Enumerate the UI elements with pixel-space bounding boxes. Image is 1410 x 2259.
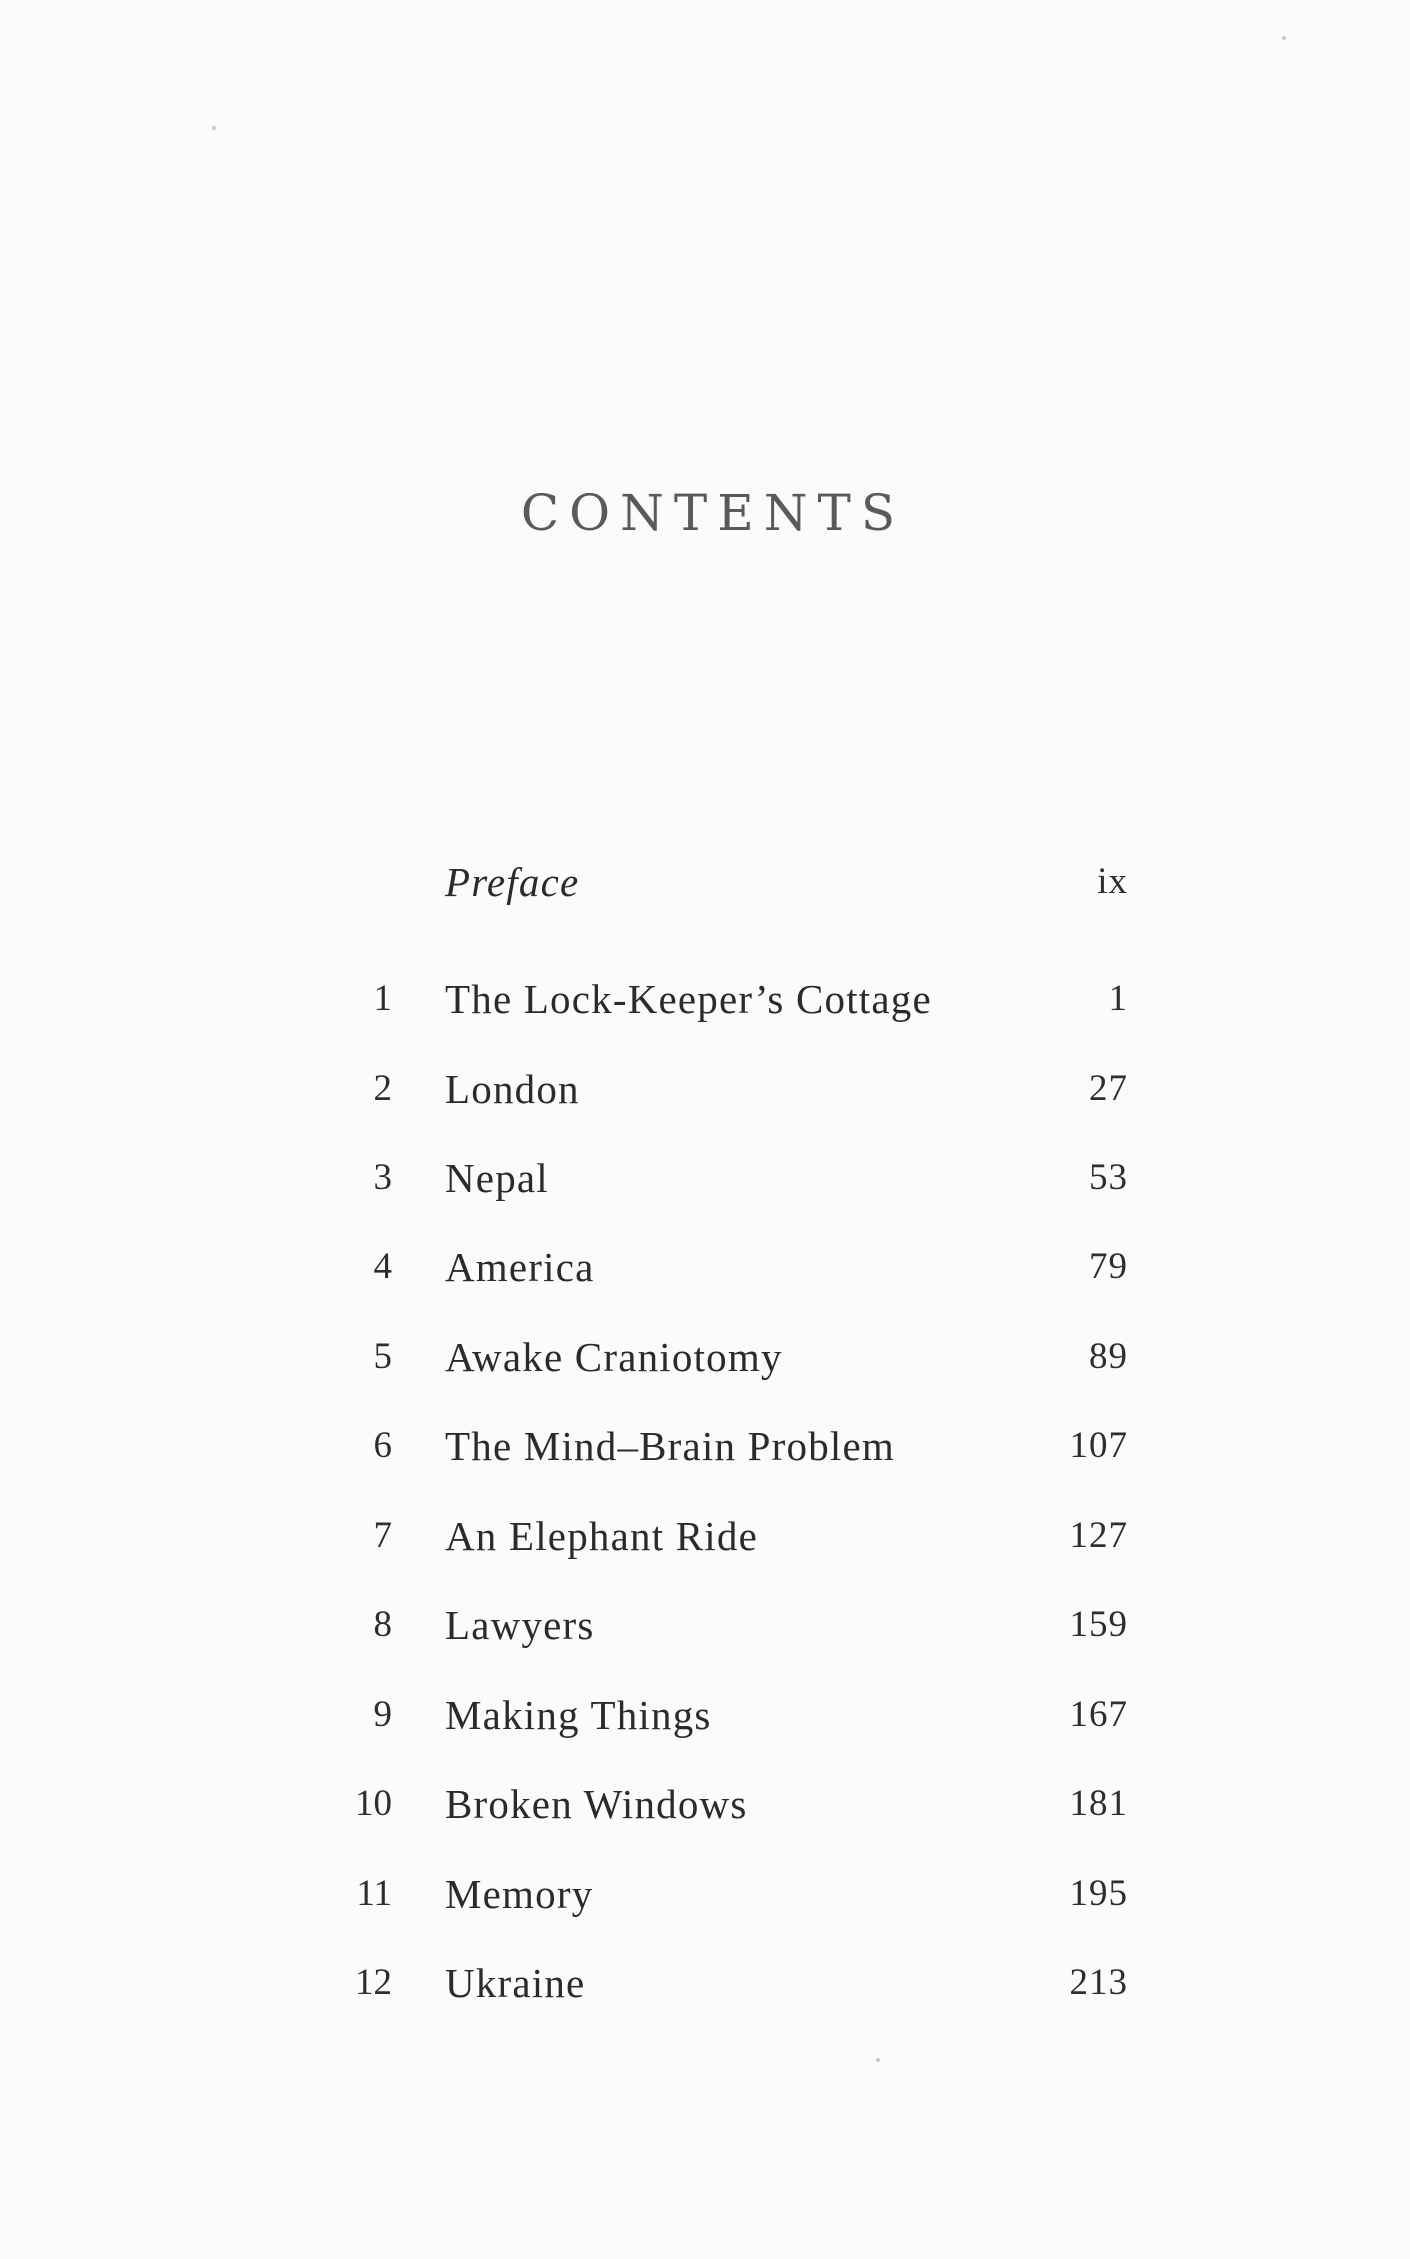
toc-title: An Elephant Ride [445, 1513, 758, 1559]
toc-page-number: 53 [1089, 1157, 1128, 1198]
toc-page-number: 159 [1069, 1604, 1128, 1645]
toc-chapter-number: 5 [373, 1336, 392, 1377]
toc-title: Nepal [445, 1155, 549, 1201]
toc-chapter-number: 7 [373, 1515, 392, 1556]
toc-page-number: 167 [1069, 1694, 1128, 1735]
toc-row-chapter-10[interactable] [0, 1774, 1410, 1834]
toc-page-number: 79 [1089, 1246, 1128, 1287]
toc-chapter-number: 3 [373, 1157, 392, 1198]
toc-row-chapter-1[interactable] [0, 969, 1410, 1029]
toc-page-number: 127 [1069, 1515, 1128, 1556]
toc-title: Lawyers [445, 1602, 595, 1648]
paper-speck [876, 2058, 880, 2062]
toc-row-chapter-8[interactable] [0, 1595, 1410, 1655]
toc-title: The Lock-Keeper’s Cottage [445, 976, 932, 1022]
toc-chapter-number: 2 [373, 1068, 392, 1109]
toc-title: London [445, 1066, 580, 1112]
contents-heading: CONTENTS [520, 484, 906, 542]
paper-speck [212, 126, 216, 130]
toc-chapter-number: 12 [355, 1962, 392, 2003]
toc-title: Memory [445, 1871, 594, 1917]
toc-chapter-number: 10 [355, 1783, 392, 1824]
toc-chapter-number: 9 [373, 1694, 392, 1735]
toc-chapter-number: 6 [373, 1425, 392, 1466]
toc-row-chapter-5[interactable] [0, 1327, 1410, 1387]
toc-title: Ukraine [445, 1960, 586, 2006]
toc-page-number: 107 [1069, 1425, 1128, 1466]
toc-page-number: 181 [1069, 1783, 1128, 1824]
toc-row-preface[interactable] [0, 852, 1410, 912]
toc-page-number: 1 [1108, 978, 1128, 1019]
toc-title: Making Things [445, 1692, 712, 1738]
toc-title: America [445, 1244, 595, 1290]
toc-page-number: 195 [1069, 1873, 1128, 1914]
toc-row-chapter-11[interactable] [0, 1864, 1410, 1924]
toc-row-chapter-4[interactable] [0, 1237, 1410, 1297]
toc-page-number: 213 [1069, 1962, 1128, 2003]
toc-page-number: 27 [1089, 1068, 1128, 1109]
toc-chapter-number: 1 [373, 978, 392, 1019]
paper-speck [1282, 36, 1286, 40]
toc-row-chapter-3[interactable] [0, 1148, 1410, 1208]
toc-title: Preface [445, 859, 580, 905]
toc-page-number: ix [1097, 861, 1128, 902]
toc-row-chapter-6[interactable] [0, 1416, 1410, 1476]
toc-page-number: 89 [1089, 1336, 1128, 1377]
toc-row-chapter-7[interactable] [0, 1506, 1410, 1566]
toc-chapter-number: 11 [356, 1873, 392, 1914]
toc-title: Broken Windows [445, 1781, 748, 1827]
toc-chapter-number: 8 [373, 1604, 392, 1645]
toc-chapter-number: 4 [373, 1246, 392, 1287]
toc-row-chapter-9[interactable] [0, 1685, 1410, 1745]
toc-title: Awake Craniotomy [445, 1334, 783, 1380]
toc-row-chapter-2[interactable] [0, 1059, 1410, 1119]
toc-row-chapter-12[interactable] [0, 1953, 1410, 2013]
toc-title: The Mind–Brain Problem [445, 1423, 896, 1469]
